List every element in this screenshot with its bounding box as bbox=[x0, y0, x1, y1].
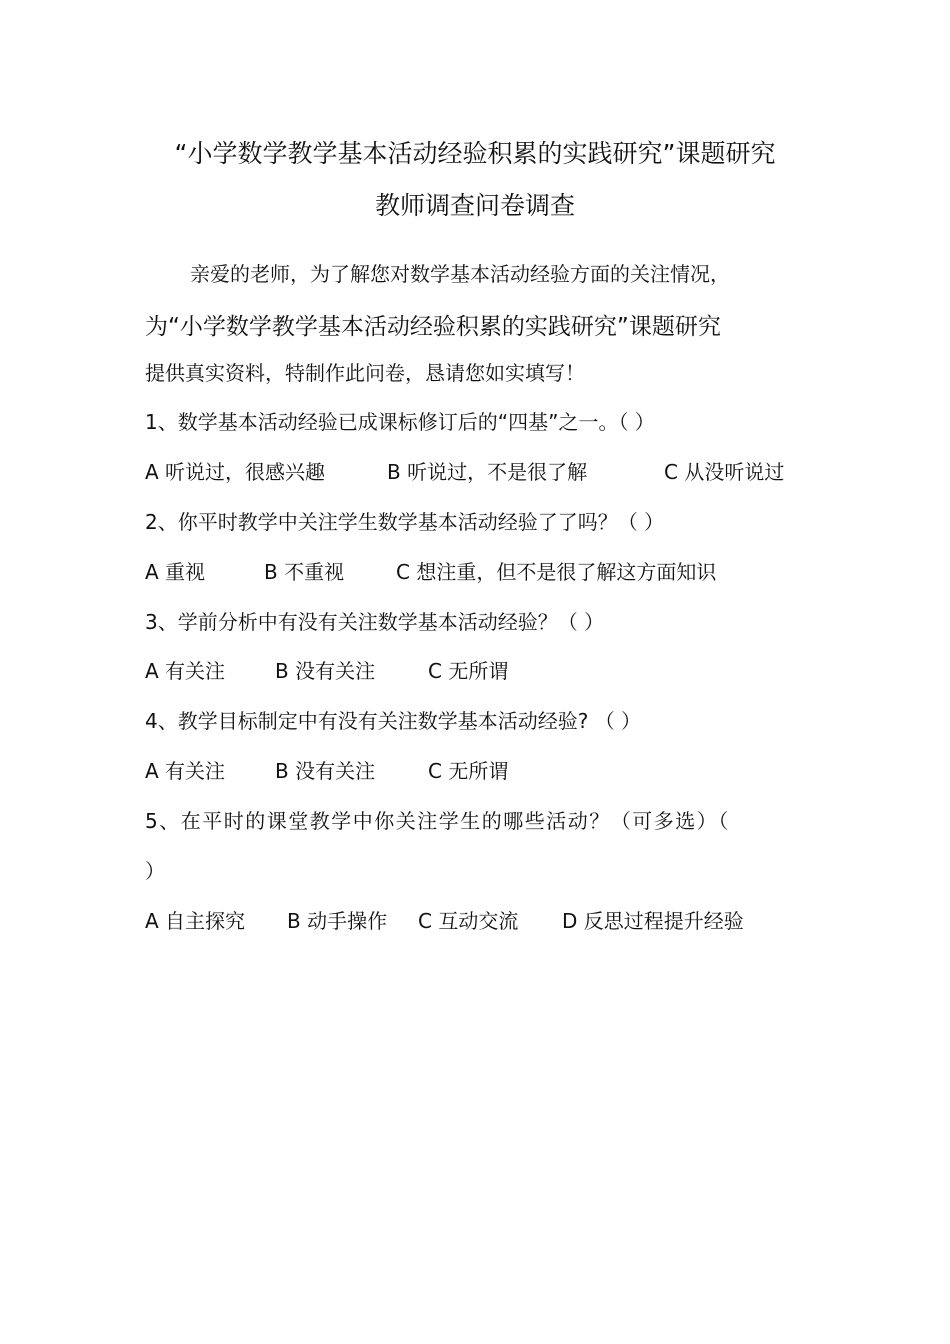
question-1: 1、数学基本活动经验已成课标修订后的“四基”之一。（ ） bbox=[145, 410, 655, 434]
question-4: 4、教学目标制定中有没有关注数学基本活动经验? （ ） bbox=[145, 709, 642, 733]
question-5-option-a[interactable]: A 自主探究 bbox=[145, 909, 246, 933]
question-2-option-c[interactable]: C 想注重，但不是很了解这方面知识 bbox=[396, 560, 717, 584]
question-4-option-c[interactable]: C 无所谓 bbox=[428, 759, 509, 783]
question-2-option-a[interactable]: A 重视 bbox=[145, 560, 206, 584]
question-3-option-b[interactable]: B 没有关注 bbox=[275, 659, 376, 683]
question-5-option-d[interactable]: D 反思过程提升经验 bbox=[562, 909, 744, 933]
intro-paragraph-line-2: 为“小学数学教学基本活动经验积累的实践研究”课题研究 bbox=[145, 314, 721, 340]
question-3: 3、学前分析中有没有关注数学基本活动经验？（ ） bbox=[145, 610, 605, 634]
document-title: “小学数学教学基本活动经验积累的实践研究”课题研究 bbox=[174, 139, 776, 168]
question-4-option-a[interactable]: A 有关注 bbox=[145, 759, 226, 783]
intro-paragraph-line-1: 亲爱的老师，为了解您对数学基本活动经验方面的关注情况， bbox=[190, 262, 730, 286]
question-5-option-c[interactable]: C 互动交流 bbox=[418, 909, 519, 933]
question-3-option-a[interactable]: A 有关注 bbox=[145, 659, 226, 683]
question-2-option-b[interactable]: B 不重视 bbox=[264, 560, 345, 584]
intro-paragraph-line-3: 提供真实资料，特制作此问卷，恳请您如实填写！ bbox=[145, 361, 585, 385]
question-4-option-b[interactable]: B 没有关注 bbox=[275, 759, 376, 783]
document-subtitle: 教师调查问卷调查 bbox=[374, 191, 575, 220]
question-5: 5、在平时的课堂教学中你关注学生的哪些活动？（可多选）（ bbox=[145, 809, 730, 833]
question-2: 2、你平时教学中关注学生数学基本活动经验了了吗？（ ） bbox=[145, 510, 665, 534]
question-5-continuation: ） bbox=[145, 859, 165, 883]
question-1-option-a[interactable]: A 听说过，很感兴趣 bbox=[145, 460, 326, 484]
question-5-option-b[interactable]: B 动手操作 bbox=[287, 909, 388, 933]
question-1-option-c[interactable]: C 从没听说过 bbox=[664, 460, 785, 484]
question-1-option-b[interactable]: B 听说过，不是很了解 bbox=[387, 460, 588, 484]
question-3-option-c[interactable]: C 无所谓 bbox=[428, 659, 509, 683]
